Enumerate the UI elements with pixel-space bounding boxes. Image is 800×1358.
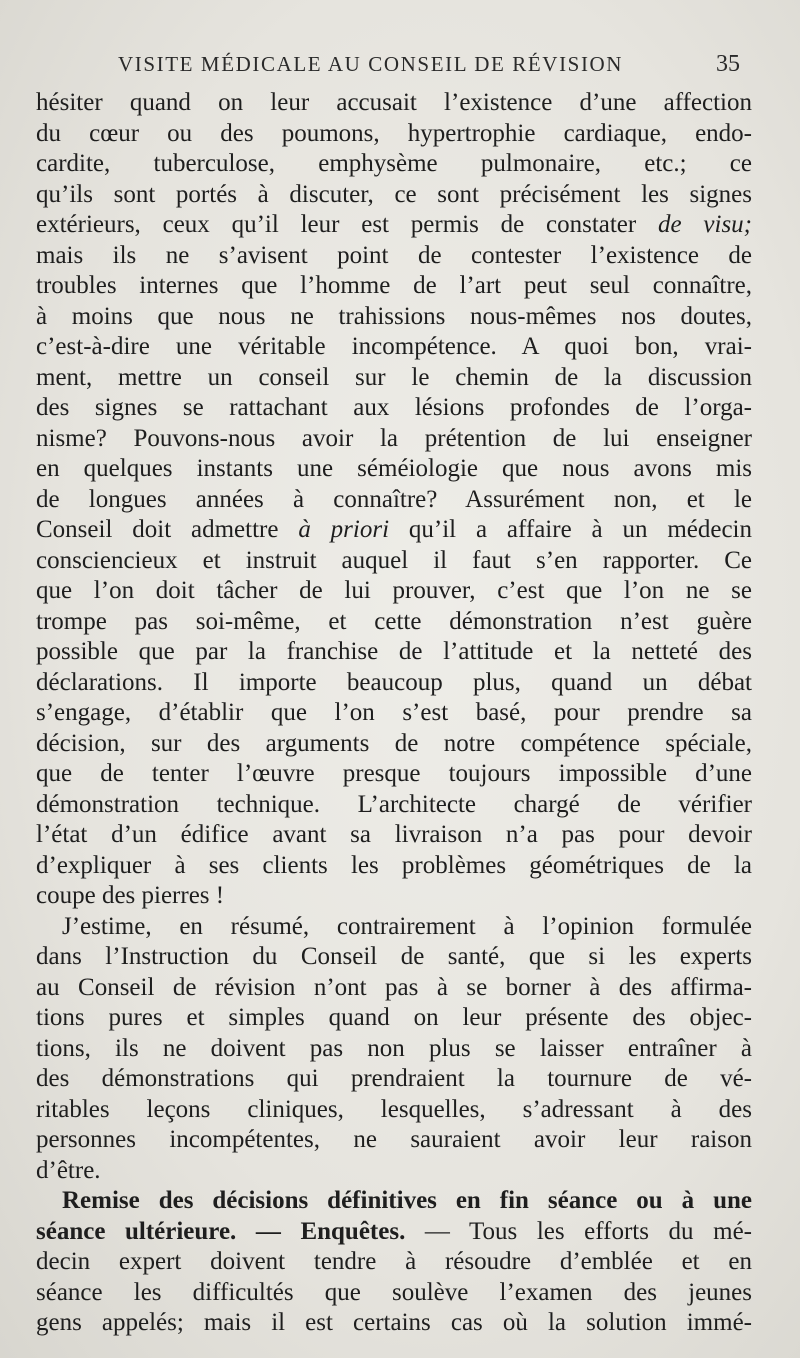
running-title: VISITE MÉDICALE AU CONSEIL DE RÉVISION [118,51,624,76]
text-segment: dans l’Instruction du Conseil de santé, que si les experts [36,943,752,970]
text-line [36,1156,752,1187]
text-segment: d’expliquer à ses clients les problèmes géométriques de la [36,851,752,879]
text-segment: gens appelés; mais il est certains cas où la solution immé- [36,1309,752,1336]
text-segment: déclarations. Il importe beaucoup plus, quand un débat [36,668,752,696]
text-segment: l’état d’un édifice avant sa livraison n’a pas pour devoir [36,821,752,848]
text-segment: des démonstrations qui prendraient la tournure de vé- [36,1065,752,1092]
text-segment: possible que par la franchise de l’attitude et la netteté des [36,638,752,665]
text-segment: du cœur ou des poumons, hypertrophie cardiaque, endo- [36,119,752,147]
italic-text: de visu; [658,211,752,238]
text-line [36,759,752,790]
text-line [36,546,752,577]
text-line [36,88,752,119]
text-line [36,302,752,333]
text-line [36,729,752,760]
text-segment: mais ils ne s’avisent point de contester l’existence de [36,241,752,269]
text-segment: au Conseil de révision n’ont pas à se borner à des affirma- [36,973,752,1001]
text-line [36,1125,752,1156]
text-line [36,790,752,821]
page-number: 35 [716,50,740,77]
text-segment: decin expert doivent tendre à résoudre d’emblée et en [36,1248,752,1275]
text-segment: tions, ils ne doivent pas non plus se laisser entraîner à [36,1034,752,1062]
text-line [36,1064,752,1095]
body-text [36,88,752,1339]
text-line [36,1186,752,1217]
text-segment: que l’on doit tâcher de lui prouver, c’est que l’on ne se [36,577,752,604]
text-line [36,454,752,485]
text-line [36,973,752,1004]
text-segment: à moins que nous ne trahissions nous-mêmes nos doutes, [36,302,752,330]
text-segment: s’engage, d’établir que l’on s’est basé, pour prendre sa [36,699,752,726]
text-line [36,119,752,150]
text-line [36,1095,752,1126]
text-segment: consciencieux et instruit auquel il faut s’en rapporter. Ce [36,546,752,574]
text-line [36,576,752,607]
text-line [36,332,752,363]
text-line [36,1217,752,1248]
text-segment: de longues années à connaître? Assurément non, et le [36,485,752,513]
text-segment: qu’ils sont portés à discuter, ce sont précisément les signes [36,180,752,208]
text-segment: démonstration technique. L’architecte chargé de vérifier [36,790,752,818]
text-line [36,851,752,882]
text-line [36,149,752,180]
bold-text: séance ultérieure. — Enquêtes. [36,1217,406,1245]
text-segment: tions pures et simples quand on leur présente des objec- [36,1004,752,1031]
text-segment: en quelques instants une séméiologie que nous avons mis [36,455,752,482]
text-line [36,1003,752,1034]
text-line [36,515,752,546]
text-line [36,180,752,211]
text-segment: que de tenter l’œuvre presque toujours impossible d’une [36,760,752,787]
bold-text: Remise des décisions définitives en fin séance ou à une [62,1187,752,1214]
text-line [36,241,752,272]
text-segment: cardite, tuberculose, emphysème pulmonaire, etc.; ce [36,150,752,177]
text-segment: c’est-à-dire une véritable incompétence. A quoi bon, vrai- [36,333,752,360]
text-line [36,881,752,912]
text-segment: troubles internes que l’homme de l’art peut seul connaître, [36,272,752,299]
text-line [36,271,752,302]
text-line [36,1247,752,1278]
text-line [36,210,752,241]
text-segment: ment, mettre un conseil sur le chemin de la discussion [36,363,752,391]
text-line [36,607,752,638]
text-line [36,637,752,668]
text-segment: décision, sur des arguments de notre compétence spéciale, [36,729,752,757]
text-segment: coupe des pierres ! [36,882,225,909]
text-segment: qu’il a affaire à un médecin [389,516,752,543]
text-segment: ritables leçons cliniques, lesquelles, s’adressant à des [36,1095,752,1123]
text-line [36,1308,752,1339]
text-line [36,820,752,851]
page-header [118,44,740,84]
text-segment: J’estime, en résumé, contrairement à l’opinion formulée [62,912,752,940]
text-segment: — Tous les efforts du mé- [405,1217,752,1245]
text-line [36,698,752,729]
text-line [36,942,752,973]
italic-text: à priori [298,516,390,543]
text-segment: des signes se rattachant aux lésions profondes de l’orga- [36,394,752,421]
text-line [36,393,752,424]
text-segment: Conseil doit admettre [36,516,299,543]
text-segment: d’être. [36,1156,101,1184]
text-segment: trompe pas soi-même, et cette démonstration n’est guère [36,607,752,635]
text-line [36,1034,752,1065]
text-segment: nisme? Pouvons-nous avoir la prétention de lui enseigner [36,424,752,452]
text-line [36,912,752,943]
text-segment: hésiter quand on leur accusait l’existence d’une affection [36,89,752,116]
text-segment: séance les difficultés que soulève l’examen des jeunes [36,1278,752,1306]
text-segment: extérieurs, ceux qu’il leur est permis de constater [36,211,659,238]
text-line [36,485,752,516]
text-segment: personnes incompétentes, ne sauraient avoir leur raison [36,1126,752,1153]
text-line [36,424,752,455]
text-line [36,1278,752,1309]
text-line [36,363,752,394]
text-line [36,668,752,699]
